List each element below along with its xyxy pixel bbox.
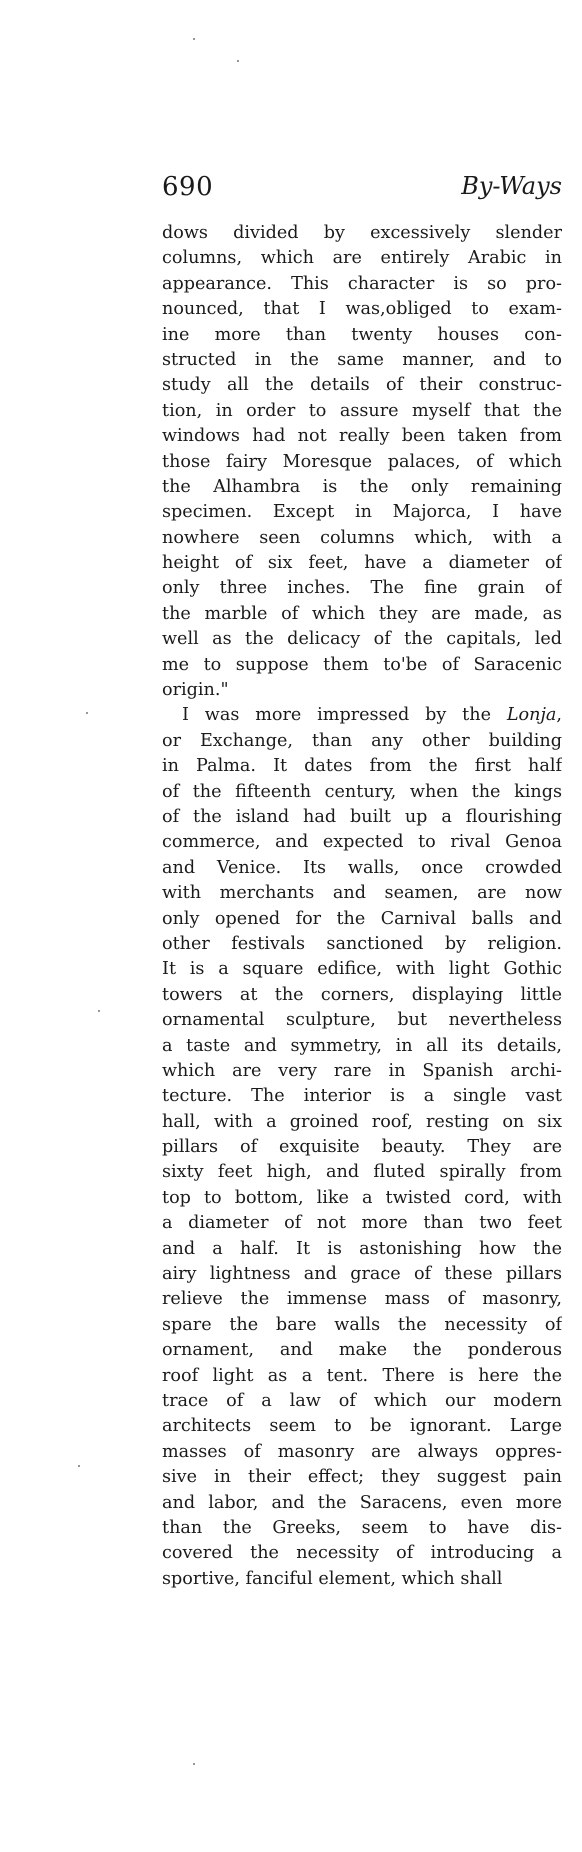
text-line: It is a square edifice, with light Gothic xyxy=(162,959,562,980)
text-line: covered the necessity of introducing a xyxy=(162,1543,562,1564)
italic-term: Lonja xyxy=(506,705,557,726)
text-line: nowhere seen columns which, with a xyxy=(162,527,562,548)
text-line: tecture. The interior is a single vast xyxy=(162,1086,562,1107)
ink-speck xyxy=(98,1010,100,1012)
text-line: with merchants and seamen, are now xyxy=(162,883,562,904)
text-line: I was more impressed by the Lonja, xyxy=(182,705,562,726)
text-line: columns, which are entirely Arabic in xyxy=(162,248,562,269)
text-line: towers at the corners, displaying little xyxy=(162,984,562,1005)
ink-speck xyxy=(193,38,195,40)
ink-speck xyxy=(78,1465,80,1467)
text-line: roof light as a tent. There is here the xyxy=(162,1365,562,1386)
text-line: height of six feet, have a diameter of xyxy=(162,553,562,574)
ink-speck xyxy=(86,712,88,714)
text-line: and Venice. Its walls, once crowded xyxy=(162,857,562,878)
text-line: study all the details of their construc- xyxy=(162,375,562,396)
text-line: hall, with a groined roof, resting on six xyxy=(162,1111,562,1132)
paragraph xyxy=(162,703,562,1592)
text-line: a diameter of not more than two feet xyxy=(162,1213,562,1234)
text-line: than the Greeks, seem to have dis- xyxy=(162,1517,562,1538)
text-line: other festivals sanctioned by religion. xyxy=(162,933,562,954)
text-line: in Palma. It dates from the first half xyxy=(162,756,562,777)
text-line: masses of masonry are always oppres- xyxy=(162,1441,562,1462)
text-line: sive in their effect; they suggest pain xyxy=(162,1467,562,1488)
text-line: only opened for the Carnival balls and xyxy=(162,908,562,929)
text-line: appearance. This character is so pro- xyxy=(162,273,562,294)
text-line: architects seem to be ignorant. Large xyxy=(162,1416,562,1437)
page-header xyxy=(162,172,562,204)
text-line: commerce, and expected to rival Genoa xyxy=(162,832,562,853)
text-line: me to suppose them to'be of Saracenic xyxy=(162,654,562,675)
text-line: which are very rare in Spanish archi- xyxy=(162,1060,562,1081)
ink-speck xyxy=(237,60,239,62)
text-line: nounced, that I was,obliged to exam- xyxy=(162,299,562,320)
text-line: sportive, fanciful element, which shall xyxy=(162,1568,503,1589)
text-line: airy lightness and grace of these pillars xyxy=(162,1264,562,1285)
text-line: spare the bare walls the necessity of xyxy=(162,1314,562,1335)
text-line: and a half. It is astonishing how the xyxy=(162,1238,562,1259)
text-line: pillars of exquisite beauty. They are xyxy=(162,1137,562,1158)
text-line: only three inches. The fine grain of xyxy=(162,578,562,599)
text-line: of the island had built up a flourishing xyxy=(162,806,562,827)
text-line: origin." xyxy=(162,680,229,701)
text-line: top to bottom, like a twisted cord, with xyxy=(162,1187,562,1208)
text-line: trace of a law of which our modern xyxy=(162,1390,562,1411)
ink-speck xyxy=(193,1763,195,1765)
text-line: a taste and symmetry, in all its details, xyxy=(162,1035,562,1056)
text-line: and labor, and the Saracens, even more xyxy=(162,1492,562,1513)
running-title: By-Ways xyxy=(461,172,562,200)
text-line: ornamental sculpture, but nevertheless xyxy=(162,1010,562,1031)
text-line: structed in the same manner, and to xyxy=(162,349,562,370)
text-line: relieve the immense mass of masonry, xyxy=(162,1289,562,1310)
paragraph xyxy=(162,221,562,703)
text-line: dows divided by excessively slender xyxy=(162,223,562,243)
text-line: ornament, and make the ponderous xyxy=(162,1340,562,1361)
text-line: sixty feet high, and fluted spirally from xyxy=(162,1162,562,1183)
text-line: ine more than twenty houses con- xyxy=(162,324,562,345)
text-line: specimen. Except in Majorca, I have xyxy=(162,502,562,523)
text-line: the Alhambra is the only remaining xyxy=(162,476,562,497)
text-line: or Exchange, than any other building xyxy=(162,730,562,751)
text-line: the marble of which they are made, as xyxy=(162,603,562,624)
text-line: well as the delicacy of the capitals, led xyxy=(162,629,562,650)
text-line: of the fifteenth century, when the kings xyxy=(162,781,562,802)
text-line: those fairy Moresque palaces, of which xyxy=(162,451,562,472)
text-line: tion, in order to assure myself that the xyxy=(162,400,562,421)
text-line: windows had not really been taken from xyxy=(162,426,562,447)
body-text xyxy=(162,221,562,1592)
page-number: 690 xyxy=(162,172,214,202)
